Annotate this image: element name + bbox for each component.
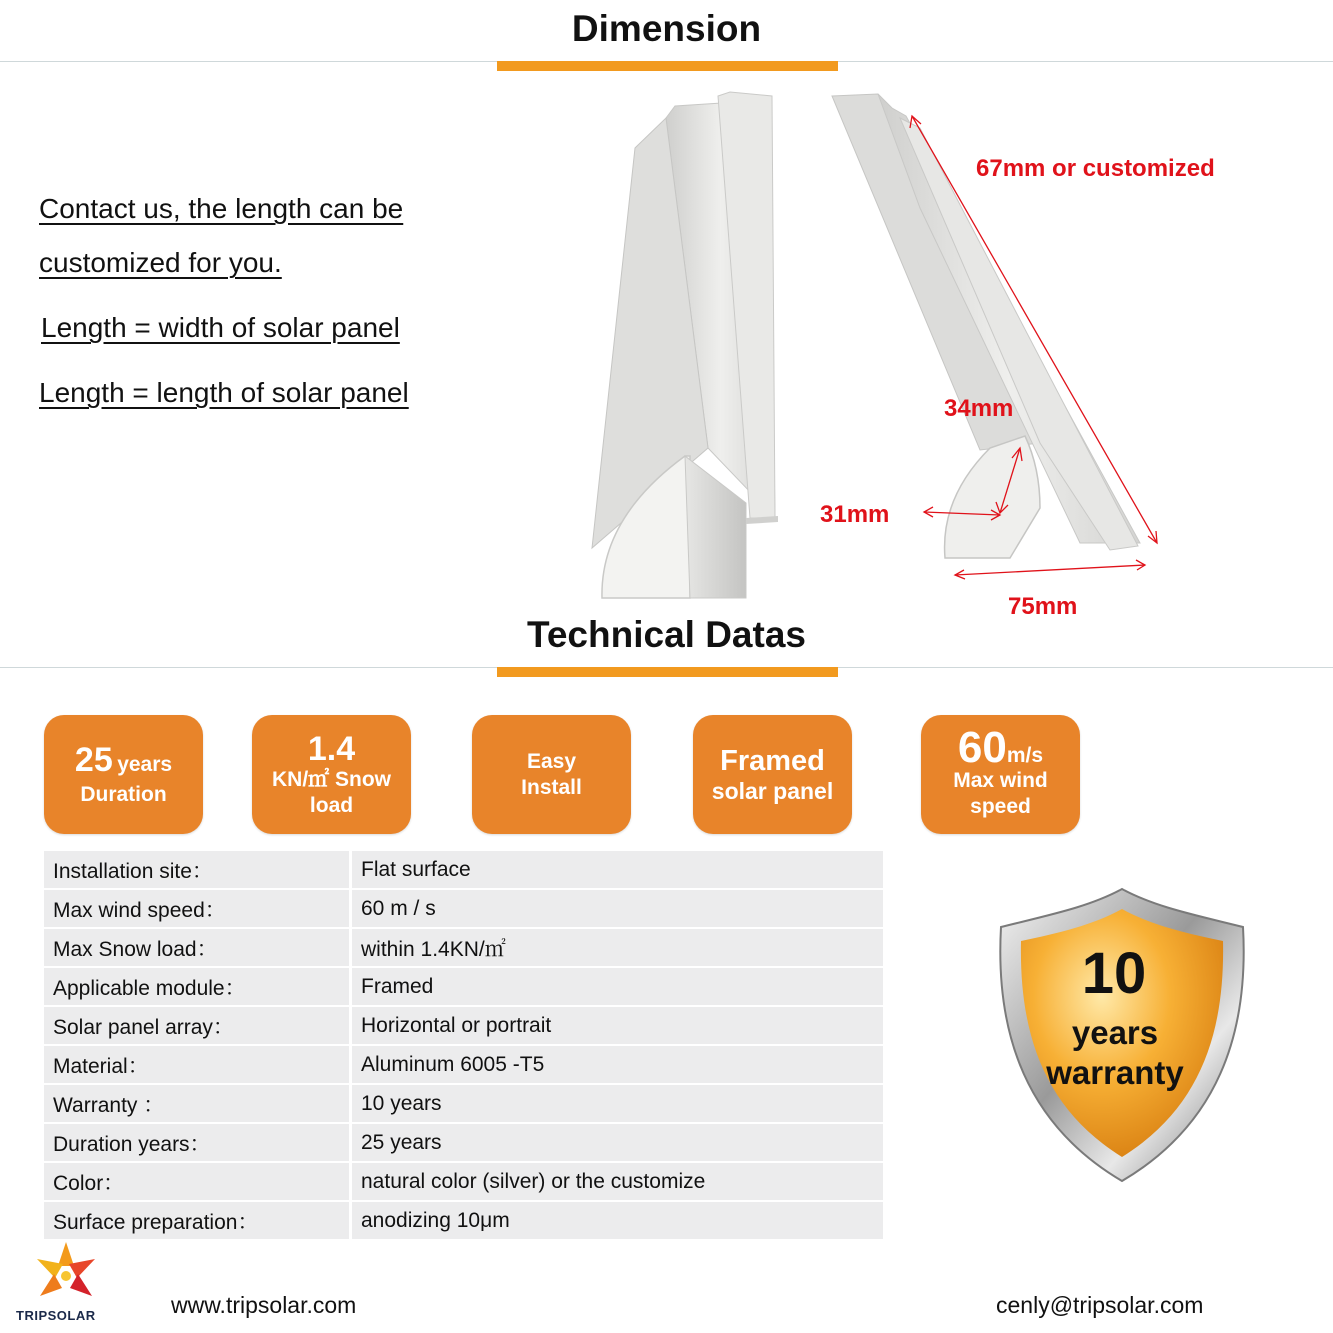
website-link[interactable]: www.tripsolar.com — [171, 1292, 357, 1318]
technical-title: Technical Datas — [527, 614, 806, 655]
badge-snow-value: 1.4 — [307, 729, 356, 768]
spec-label: Max wind speed： — [44, 890, 352, 927]
table-row — [44, 1007, 883, 1044]
spec-table — [44, 849, 883, 1241]
badge-easy-install — [472, 715, 631, 834]
spec-value: 60 m / s — [352, 890, 883, 927]
table-row — [44, 851, 883, 888]
badge-duration-value: 25 — [74, 740, 113, 779]
spec-value: Aluminum 6005 -T5 — [352, 1046, 883, 1083]
badge-wind-value: 60 — [957, 722, 1007, 772]
label-width: 75mm — [1008, 593, 1078, 620]
table-row — [44, 890, 883, 927]
spec-label: Max Snow load： — [44, 929, 352, 966]
badge-wind-label: Max wind — [953, 768, 1048, 792]
table-row — [44, 1163, 883, 1200]
badge-framed — [693, 715, 852, 834]
spec-label: Warranty ： — [44, 1085, 352, 1122]
spec-label: Surface preparation： — [44, 1202, 352, 1239]
table-row — [44, 968, 883, 1005]
title-accent-bar — [497, 61, 838, 71]
warranty-years: years — [1071, 1014, 1159, 1051]
badge-duration-label: Duration — [80, 782, 167, 806]
table-row — [44, 1085, 883, 1122]
spec-value: Horizontal or portrait — [352, 1007, 883, 1044]
badge-wind-label-2: speed — [970, 794, 1031, 818]
badge-wind-unit: m/s — [1006, 743, 1044, 767]
badge-snow-load — [252, 715, 411, 834]
spec-value: Framed — [352, 968, 883, 1005]
spec-label: Duration years： — [44, 1124, 352, 1161]
badge-framed-label: Framed — [720, 745, 825, 777]
title-accent-bar — [497, 667, 838, 677]
label-height: 34mm — [944, 395, 1014, 422]
dimension-title: Dimension — [571, 8, 762, 49]
spec-label: Material： — [44, 1046, 352, 1083]
spec-label: Solar panel array： — [44, 1007, 352, 1044]
rail-left — [592, 92, 778, 598]
note-customized: customized for you. — [39, 247, 282, 278]
spec-value: 10 years — [352, 1085, 883, 1122]
badge-snow-label-2: load — [309, 793, 354, 817]
spec-label: Color： — [44, 1163, 352, 1200]
spec-value: anodizing 10μm — [352, 1202, 883, 1239]
table-row — [44, 1202, 883, 1239]
badge-duration-unit: years — [117, 752, 173, 776]
table-row — [44, 1124, 883, 1161]
badge-install-label: Install — [521, 775, 582, 799]
spec-value: within 1.4KN/㎡ — [352, 929, 883, 966]
note-contact: Contact us, the length can be — [39, 193, 404, 224]
spec-label: Installation site： — [44, 851, 352, 888]
badge-duration — [44, 715, 203, 834]
spec-value: natural color (silver) or the customize — [352, 1163, 883, 1200]
spec-value: Flat surface — [352, 851, 883, 888]
badge-wind-speed — [921, 715, 1080, 834]
label-length: 67mm or customized — [976, 155, 1215, 182]
table-row — [44, 929, 883, 966]
tripsolar-logo-icon — [28, 1240, 104, 1308]
email-link[interactable]: cenly@tripsolar.com — [996, 1292, 1204, 1318]
badge-snow-label: KN/㎡ Snow — [272, 767, 391, 791]
note-length-length: Length = length of solar panel — [39, 377, 409, 408]
warranty-label: warranty — [1046, 1054, 1184, 1091]
badge-solar-panel-label: solar panel — [711, 778, 834, 804]
note-length-width: Length = width of solar panel — [41, 312, 400, 343]
brand-name: TRIPSOLAR — [16, 1308, 96, 1323]
warranty-number: 10 — [1081, 941, 1147, 1006]
table-row — [44, 1046, 883, 1083]
spec-value: 25 years — [352, 1124, 883, 1161]
label-flange: 31mm — [820, 501, 890, 528]
spec-label: Applicable module： — [44, 968, 352, 1005]
badge-easy-label: Easy — [526, 749, 577, 773]
